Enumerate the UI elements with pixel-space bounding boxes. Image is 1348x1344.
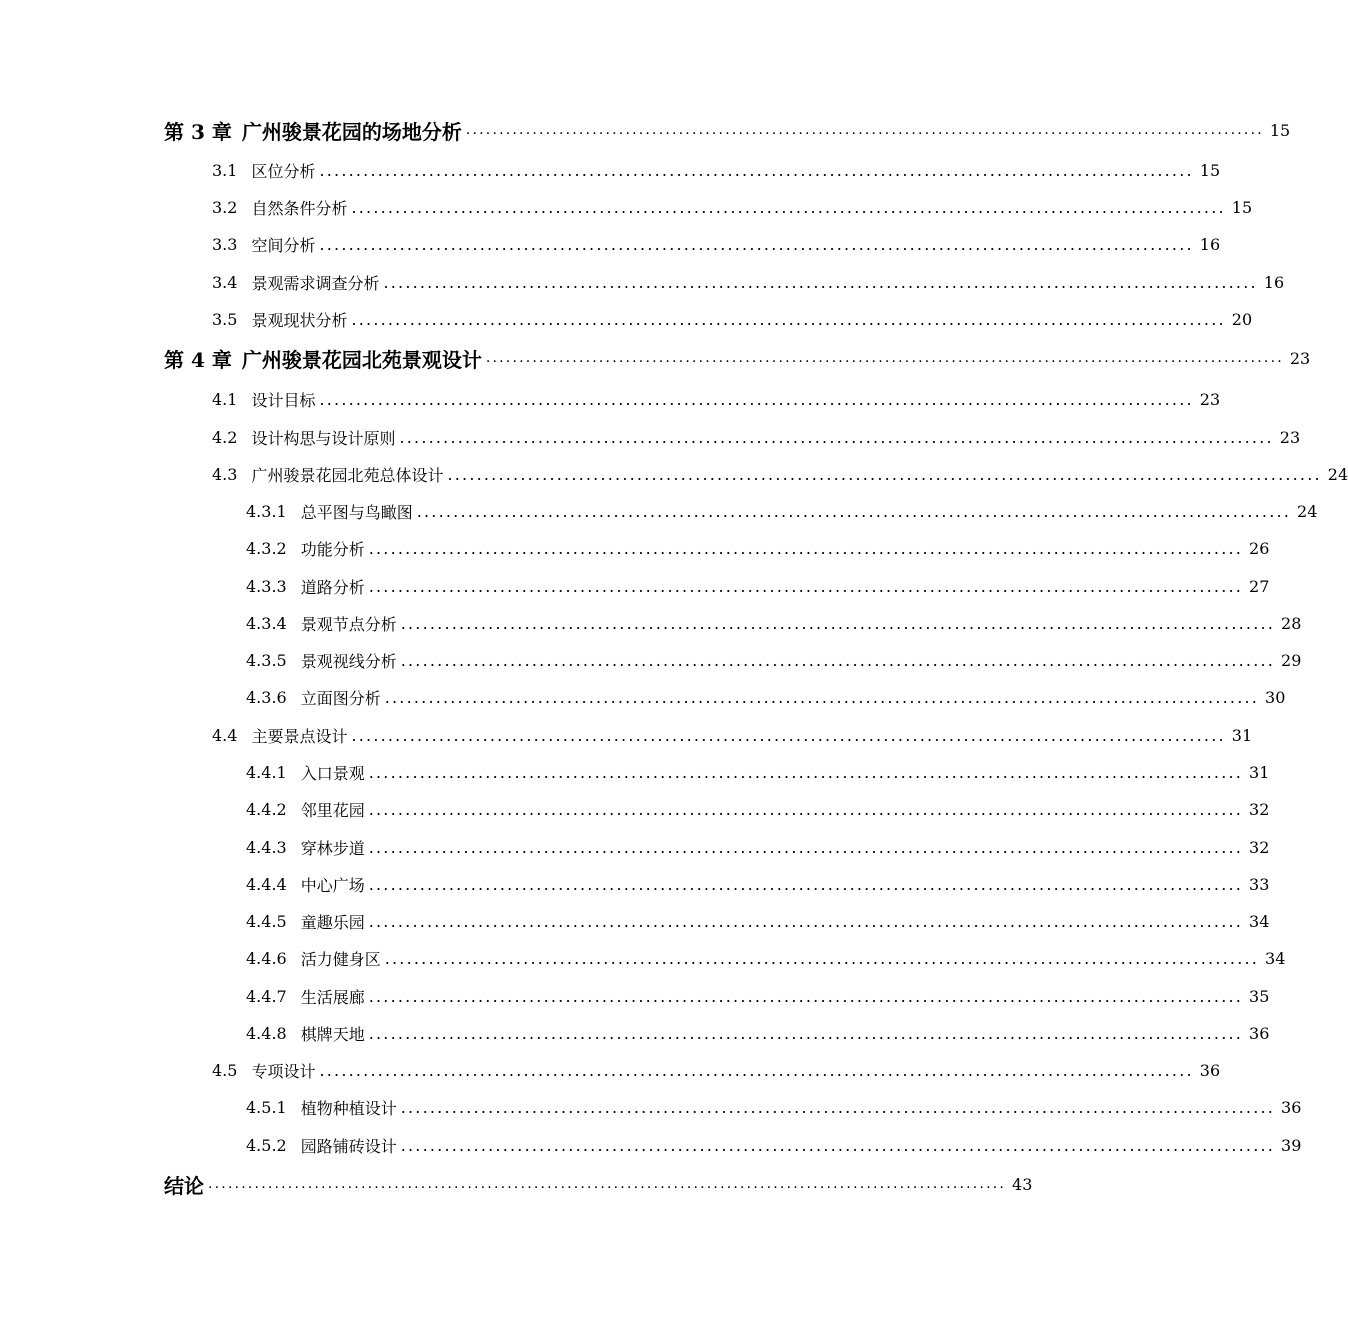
- toc-title: 景观需求调查分析: [251, 273, 380, 293]
- toc-number: 4.3.3: [246, 576, 287, 596]
- toc-entry-subsection[interactable]: [0, 832, 1270, 862]
- dot-leader: ........................................................................................................................: [368, 1023, 1244, 1043]
- toc-number: 4.3.2: [246, 538, 287, 558]
- toc-title: 道路分析: [300, 577, 365, 597]
- toc-entry-chapter[interactable]: [0, 115, 1291, 145]
- toc-page-number: 23: [1279, 427, 1301, 447]
- toc-entry-subsection[interactable]: [0, 943, 1286, 973]
- toc-entry-conclusion[interactable]: [0, 1169, 1033, 1199]
- toc-page-number: 36: [1199, 1060, 1221, 1080]
- dot-leader: ........................................................................................................................: [368, 762, 1244, 782]
- toc-page-number: 43: [1012, 1174, 1033, 1194]
- toc-page-number: 29: [1281, 650, 1302, 670]
- toc-entry-section[interactable]: [0, 422, 1301, 452]
- dot-leader: ........................................................................................................................: [368, 986, 1244, 1006]
- toc-page-number: 34: [1249, 911, 1270, 931]
- toc-entry-section[interactable]: [0, 720, 1253, 750]
- dot-leader: ........................................................................................................................: [351, 197, 1226, 217]
- dot-leader: ........................................................................................................................: [400, 1135, 1276, 1155]
- toc-entry-section[interactable]: [0, 192, 1253, 222]
- toc-entry-section[interactable]: [0, 155, 1221, 185]
- toc-number: 4.1: [212, 389, 238, 409]
- dot-leader: ........................................................................................................................: [368, 837, 1244, 857]
- dot-leader: ........................................................................................................................: [351, 725, 1226, 745]
- toc-entry-subsection[interactable]: [0, 1018, 1270, 1048]
- toc-title: 总平图与鸟瞰图: [300, 502, 413, 522]
- toc-title: 设计构思与设计原则: [251, 428, 396, 448]
- toc-page-number: 27: [1249, 576, 1270, 596]
- toc-title: 中心广场: [300, 875, 365, 895]
- toc-entry-subsection[interactable]: [0, 757, 1270, 787]
- toc-page-number: 36: [1249, 1023, 1270, 1043]
- toc-number: 3.1: [212, 160, 238, 180]
- toc-entry-subsection[interactable]: [0, 906, 1270, 936]
- toc-page-number: 31: [1231, 725, 1253, 745]
- dot-leader: ........................................................................................................................: [351, 309, 1226, 329]
- toc-number: 4.4.7: [246, 986, 287, 1006]
- dot-leader: ........................................................................................................................: [319, 160, 1194, 180]
- toc-title: 设计目标: [251, 390, 316, 410]
- toc-page-number: 20: [1231, 309, 1253, 329]
- toc-title: 景观节点分析: [300, 614, 397, 634]
- toc-title: 邻里花园: [300, 800, 365, 820]
- dot-leader: ........................................................................................................................: [319, 1060, 1194, 1080]
- toc-title: 广州骏景花园的场地分析: [241, 119, 462, 144]
- toc-page-number: 23: [1289, 348, 1311, 368]
- toc-entry-subsection[interactable]: [0, 682, 1286, 712]
- toc-entry-subsection[interactable]: [0, 869, 1270, 899]
- dot-leader: ........................................................................................................................: [384, 687, 1260, 707]
- toc-number: 4.4.2: [246, 799, 287, 819]
- toc-page-number: 26: [1249, 538, 1270, 558]
- toc-number: 4.4: [212, 725, 238, 745]
- toc-entry-subsection[interactable]: [0, 608, 1302, 638]
- toc-title: 结论: [164, 1173, 204, 1198]
- toc-number: 4.5.1: [246, 1097, 287, 1117]
- toc-title: 景观现状分析: [251, 310, 348, 330]
- toc-number: 4.5.2: [246, 1135, 287, 1155]
- toc-entry-subsection[interactable]: [0, 981, 1270, 1011]
- toc-page-number: 32: [1249, 799, 1270, 819]
- toc-page-number: 36: [1281, 1097, 1302, 1117]
- dot-leader: ........................................................................................................................: [319, 389, 1194, 409]
- toc-number: 4.3: [212, 464, 238, 484]
- toc-number: 4.4.4: [246, 874, 287, 894]
- toc-title: 广州骏景花园北苑景观设计: [241, 347, 482, 372]
- dot-leader: ........................................................................................................................: [208, 1176, 1007, 1192]
- toc-title: 园路铺砖设计: [300, 1136, 397, 1156]
- toc-page-number: 31: [1249, 762, 1270, 782]
- toc-number: 4.3.5: [246, 650, 287, 670]
- toc-title: 自然条件分析: [251, 198, 348, 218]
- dot-leader: ........................................................................................................................: [368, 911, 1244, 931]
- dot-leader: ........................................................................................................................: [465, 122, 1264, 138]
- dot-leader: ........................................................................................................................: [383, 272, 1258, 292]
- toc-title: 景观视线分析: [300, 651, 397, 671]
- toc-page-number: 35: [1249, 986, 1270, 1006]
- toc-title: 主要景点设计: [251, 726, 348, 746]
- toc-title: 立面图分析: [300, 688, 381, 708]
- toc-entry-section[interactable]: [0, 459, 1348, 489]
- toc-number: 4.4.6: [246, 948, 287, 968]
- dot-leader: ........................................................................................................................: [485, 350, 1284, 366]
- toc-page-number: 16: [1263, 272, 1285, 292]
- toc-entry-chapter[interactable]: [0, 343, 1311, 373]
- toc-page-number: 16: [1199, 234, 1221, 254]
- toc-page-number: 15: [1199, 160, 1221, 180]
- dot-leader: ........................................................................................................................: [319, 234, 1194, 254]
- toc-page-number: 30: [1265, 687, 1286, 707]
- toc-number: 3.5: [212, 309, 238, 329]
- toc-number: 4.4.1: [246, 762, 287, 782]
- toc-number: 4.4.5: [246, 911, 287, 931]
- toc-number: 3.4: [212, 272, 238, 292]
- toc-number: 4.5: [212, 1060, 238, 1080]
- toc-number: 4.2: [212, 427, 238, 447]
- toc-title: 入口景观: [300, 763, 365, 783]
- toc-entry-subsection[interactable]: [0, 645, 1302, 675]
- toc-page-number: 23: [1199, 389, 1221, 409]
- toc-number: 第 3 章: [164, 119, 232, 144]
- toc-number: 4.4.3: [246, 837, 287, 857]
- toc-number: 4.3.6: [246, 687, 287, 707]
- toc-number: 4.3.1: [246, 501, 287, 521]
- toc-entry-section[interactable]: [0, 267, 1285, 297]
- toc-entry-subsection[interactable]: [0, 496, 1318, 526]
- dot-leader: ........................................................................................................................: [368, 874, 1244, 894]
- toc-page-number: 28: [1281, 613, 1302, 633]
- toc-title: 活力健身区: [300, 949, 381, 969]
- toc-page-number: 39: [1281, 1135, 1302, 1155]
- toc-number: 3.3: [212, 234, 238, 254]
- toc-number: 4.3.4: [246, 613, 287, 633]
- dot-leader: ........................................................................................................................: [368, 538, 1244, 558]
- toc-title: 广州骏景花园北苑总体设计: [251, 465, 444, 485]
- dot-leader: ........................................................................................................................: [400, 650, 1276, 670]
- dot-leader: ........................................................................................................................: [416, 501, 1292, 521]
- toc-entry-section[interactable]: [0, 384, 1221, 414]
- toc-entry-section[interactable]: [0, 304, 1253, 334]
- toc-title: 生活展廊: [300, 987, 365, 1007]
- toc-entry-section[interactable]: [0, 1055, 1221, 1085]
- dot-leader: ........................................................................................................................: [447, 464, 1322, 484]
- toc-title: 区位分析: [251, 161, 316, 181]
- toc-entry-subsection[interactable]: [0, 1092, 1302, 1122]
- dot-leader: ........................................................................................................................: [400, 613, 1276, 633]
- toc-page-number: 15: [1269, 120, 1291, 140]
- toc-page-number: 32: [1249, 837, 1270, 857]
- toc-page-number: 24: [1297, 501, 1318, 521]
- toc-number: 4.4.8: [246, 1023, 287, 1043]
- toc-entry-subsection[interactable]: [0, 571, 1270, 601]
- toc-page-number: 24: [1327, 464, 1348, 484]
- dot-leader: ........................................................................................................................: [384, 948, 1260, 968]
- toc-title: 功能分析: [300, 539, 365, 559]
- toc-entry-section[interactable]: [0, 229, 1221, 259]
- toc-entry-subsection[interactable]: [0, 533, 1270, 563]
- toc-title: 空间分析: [251, 235, 316, 255]
- toc-title: 棋牌天地: [300, 1024, 365, 1044]
- dot-leader: ........................................................................................................................: [368, 576, 1244, 596]
- toc-title: 植物种植设计: [300, 1098, 397, 1118]
- dot-leader: ........................................................................................................................: [368, 799, 1244, 819]
- toc-page-number: 33: [1249, 874, 1270, 894]
- toc-number: 3.2: [212, 197, 238, 217]
- toc-entry-subsection[interactable]: [0, 1130, 1302, 1160]
- toc-title: 童趣乐园: [300, 912, 365, 932]
- dot-leader: ........................................................................................................................: [400, 1097, 1276, 1117]
- toc-number: 第 4 章: [164, 347, 232, 372]
- toc-title: 穿林步道: [300, 838, 365, 858]
- toc-entry-subsection[interactable]: [0, 794, 1270, 824]
- toc-page-number: 34: [1265, 948, 1286, 968]
- dot-leader: ........................................................................................................................: [399, 427, 1274, 447]
- toc-title: 专项设计: [251, 1061, 316, 1081]
- toc-page-number: 15: [1231, 197, 1253, 217]
